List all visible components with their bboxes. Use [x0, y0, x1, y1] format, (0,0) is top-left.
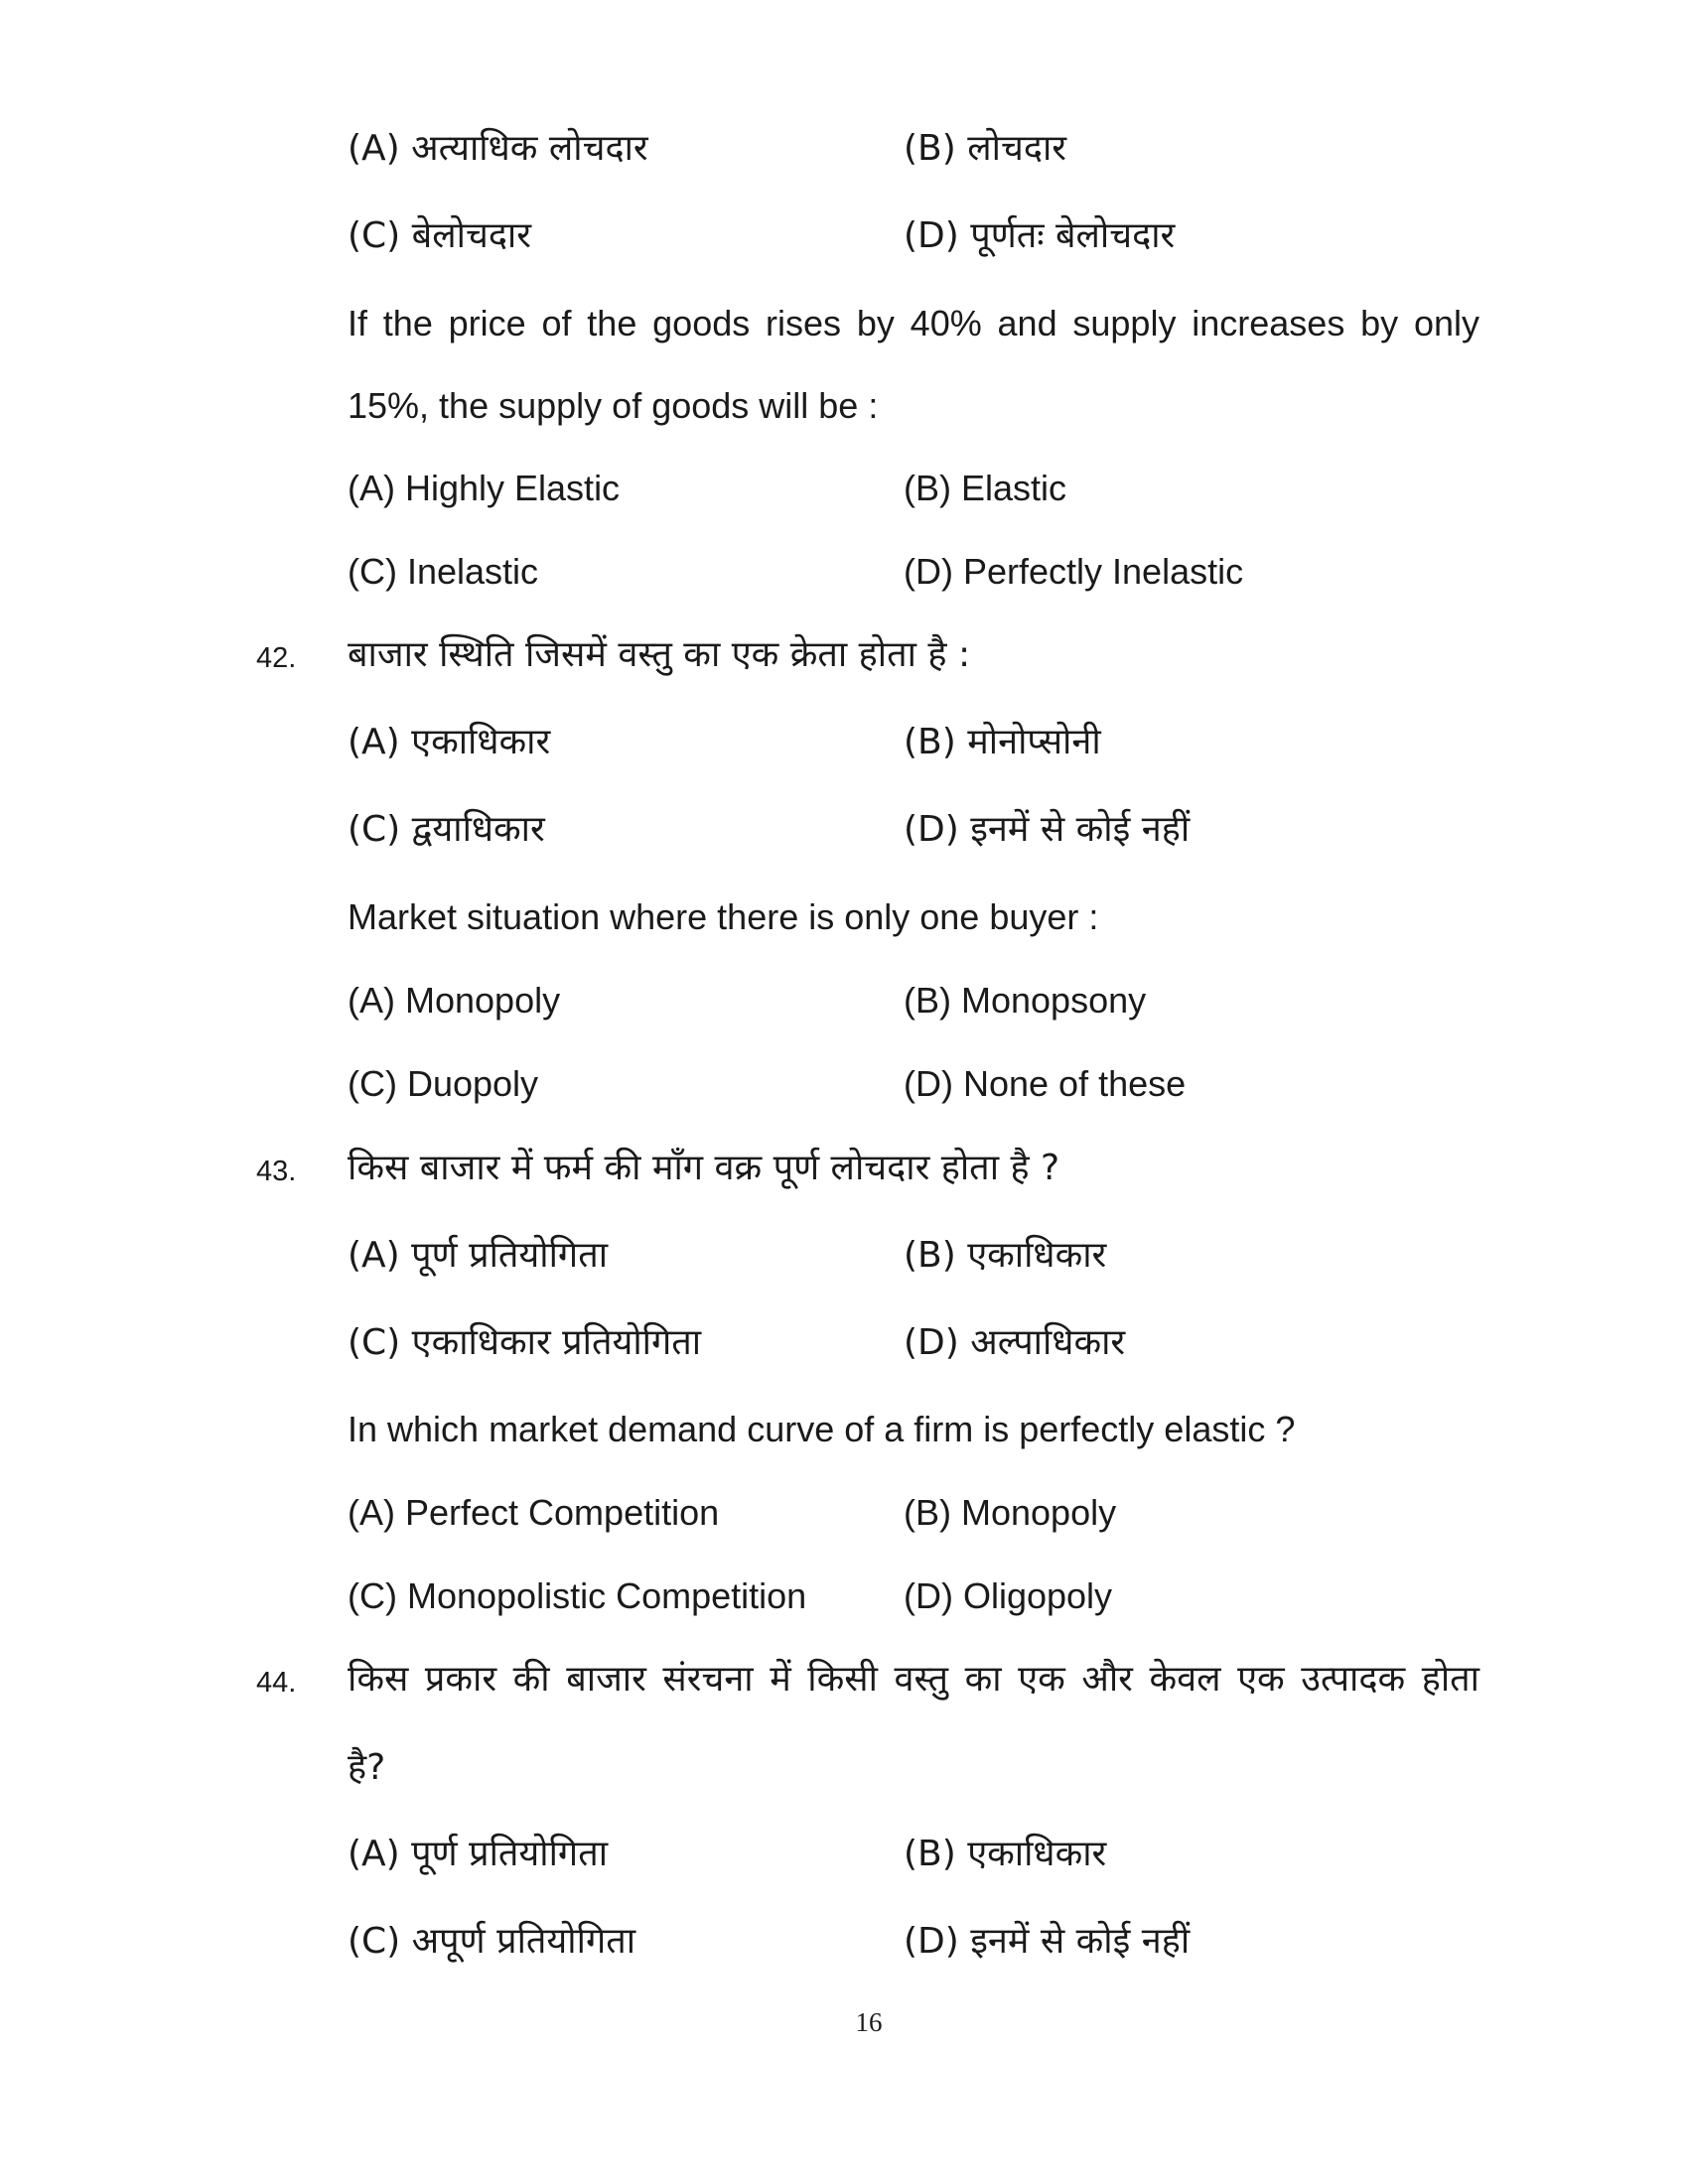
q44-hindi-stem-line1: किस प्रकार की बाजार संरचना में किसी वस्तु का एक और केवल एक उत्पादक होता: [348, 1659, 1479, 1700]
page-number: 16: [855, 2007, 883, 2037]
q41-hindi-option-b: (B) लोचदार: [904, 128, 1066, 169]
q41-english-option-d: (D) Perfectly Inelastic: [904, 551, 1244, 592]
q43-english-option-c: (C) Monopolistic Competition: [348, 1575, 807, 1616]
q41-hindi-option-a: (A) अत्याधिक लोचदार: [348, 128, 648, 169]
q43-english-option-a: (A) Perfect Competition: [348, 1492, 720, 1533]
q43-number: 43.: [256, 1156, 297, 1187]
q44-hindi-option-b: (B) एकाधिकार: [904, 1834, 1107, 1874]
q44-number: 44.: [256, 1667, 297, 1699]
q41-english-option-a: (A) Highly Elastic: [348, 468, 621, 508]
q41-hindi-option-d: (D) पूर्णतः बेलोचदार: [904, 215, 1176, 256]
q42-hindi-option-a: (A) एकाधिकार: [348, 722, 551, 762]
q43-english-stem: In which market demand curve of a firm is perfectly elastic ?: [348, 1409, 1296, 1449]
q42-number: 42.: [256, 642, 297, 674]
q44-hindi-option-d: (D) इनमें से कोई नहीं: [904, 1921, 1191, 1962]
q43-hindi-option-c: (C) एकाधिकार प्रतियोगिता: [348, 1322, 702, 1363]
q41-english-stem-line1: If the price of the goods rises by 40% and supply increases by only: [348, 303, 1479, 343]
q42-english-option-c: (C) Duopoly: [348, 1063, 539, 1104]
q44-hindi-stem-line2: है?: [348, 1747, 386, 1788]
q43-english-option-b: (B) Monopoly: [904, 1492, 1117, 1533]
q41-english-stem-line2: 15%, the supply of goods will be :: [348, 385, 879, 426]
q42-hindi-option-d: (D) इनमें से कोई नहीं: [904, 809, 1191, 850]
q43-hindi-option-b: (B) एकाधिकार: [904, 1235, 1107, 1276]
q41-hindi-option-c: (C) बेलोचदार: [348, 215, 531, 256]
q43-hindi-option-d: (D) अल्पाधिकार: [904, 1322, 1126, 1363]
q43-hindi-option-a: (A) पूर्ण प्रतियोगिता: [348, 1235, 609, 1276]
q41-english-option-c: (C) Inelastic: [348, 551, 539, 592]
q44-hindi-option-c: (C) अपूर्ण प्रतियोगिता: [348, 1921, 636, 1962]
q42-hindi-stem: बाजार स्थिति जिसमें वस्तु का एक क्रेता होता है :: [348, 634, 971, 675]
q41-english-option-b: (B) Elastic: [904, 468, 1067, 508]
q42-english-option-a: (A) Monopoly: [348, 980, 561, 1021]
q44-hindi-option-a: (A) पूर्ण प्रतियोगिता: [348, 1834, 609, 1874]
q42-hindi-option-c: (C) द्वयाधिकार: [348, 809, 545, 850]
q42-english-option-b: (B) Monopsony: [904, 980, 1147, 1021]
q42-english-stem: Market situation where there is only one buyer :: [348, 896, 1099, 937]
q43-english-option-d: (D) Oligopoly: [904, 1575, 1113, 1616]
q42-english-option-d: (D) None of these: [904, 1063, 1187, 1104]
q42-hindi-option-b: (B) मोनोप्सोनी: [904, 722, 1101, 762]
q43-hindi-stem: किस बाजार में फर्म की माँग वक्र पूर्ण लोचदार होता है ?: [348, 1148, 1060, 1188]
